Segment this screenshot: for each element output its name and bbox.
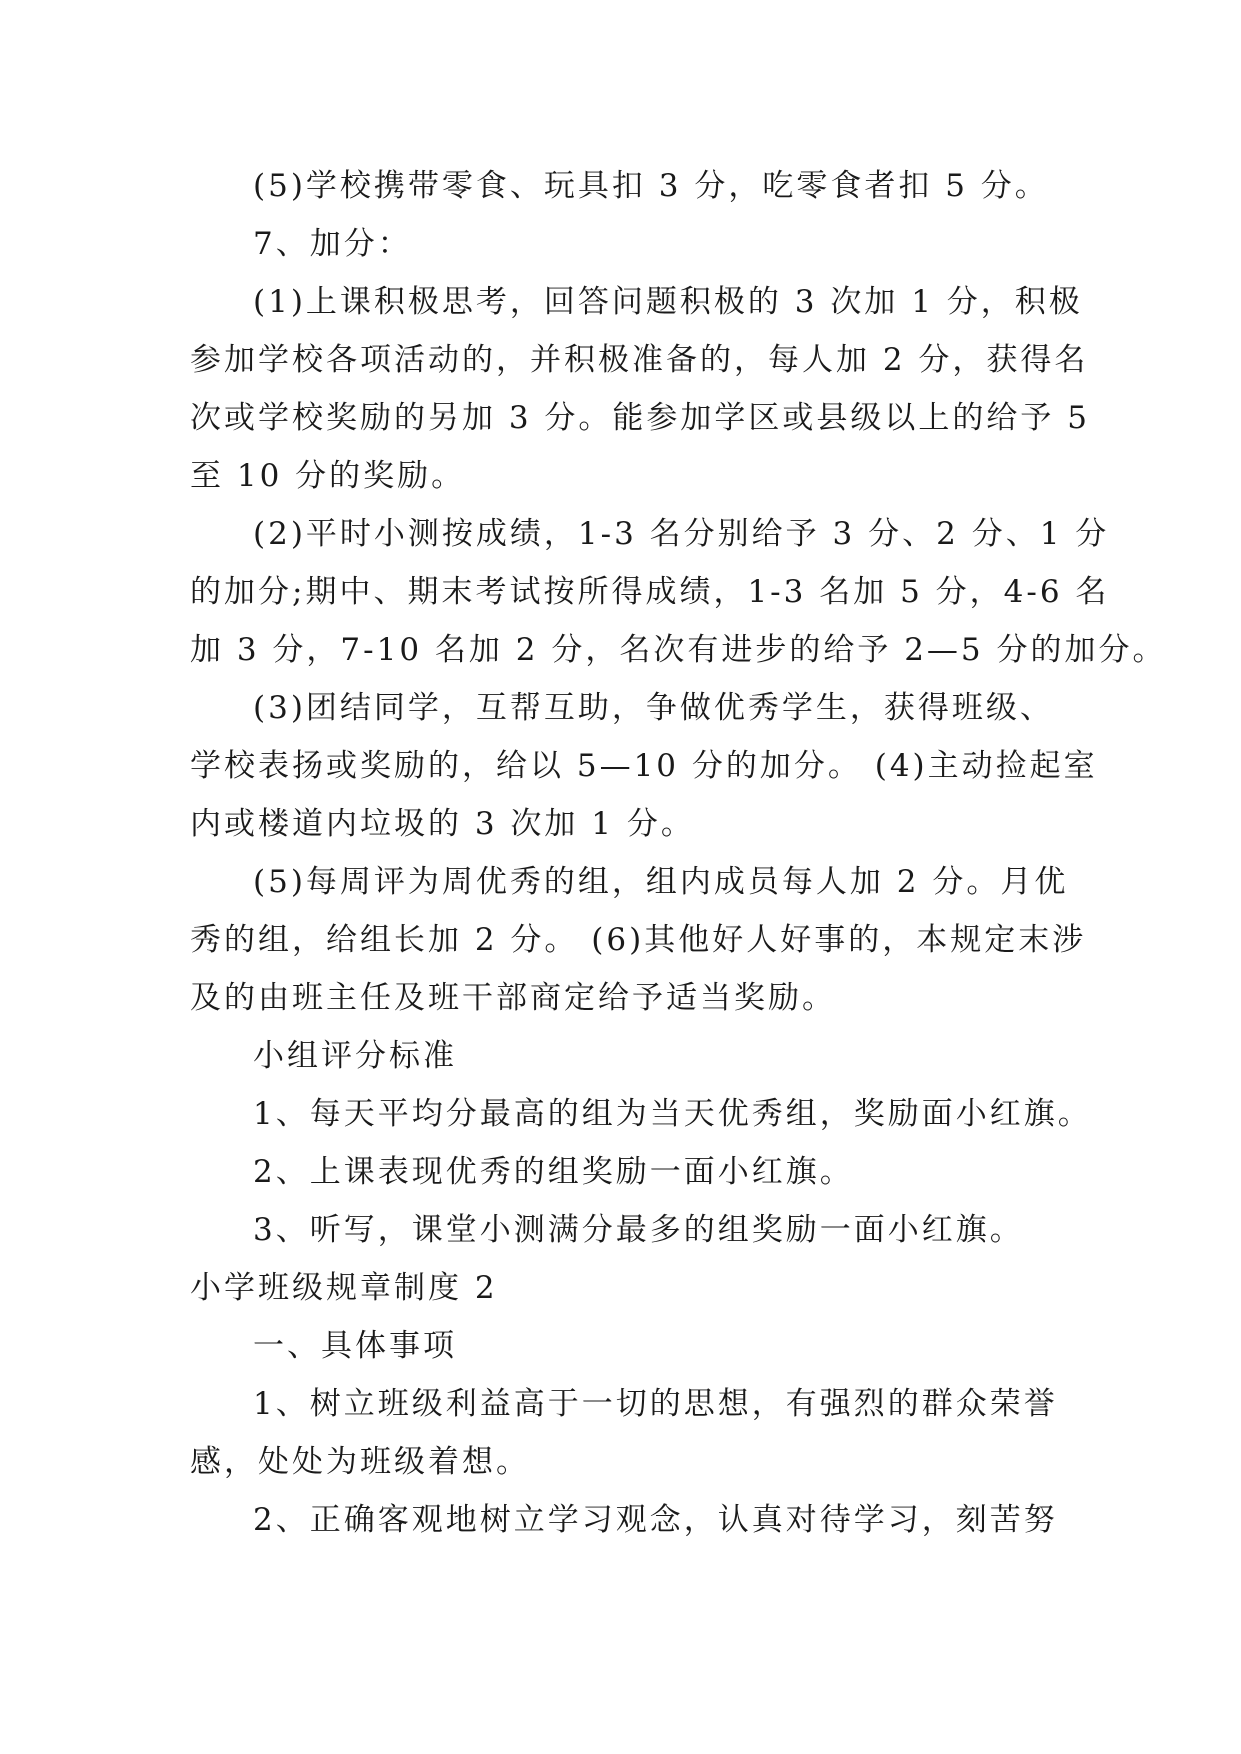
paragraph-line: 1、每天平均分最高的组为当天优秀组，奖励面小红旗。 <box>253 1096 1092 1132</box>
paragraph-line: 2、上课表现优秀的组奖励一面小红旗。 <box>253 1154 854 1190</box>
paragraph-line: 至 10 分的奖励。 <box>190 458 466 494</box>
paragraph-line: 参加学校各项活动的，并积极准备的，每人加 2 分，获得名 <box>190 342 1089 378</box>
section-heading: 一、具体事项 <box>253 1328 457 1364</box>
paragraph-line: 秀的组，给组长加 2 分。 (6)其他好人好事的，本规定末涉 <box>190 922 1087 958</box>
document-title: 小学班级规章制度 2 <box>190 1270 498 1306</box>
section-heading: 7、加分： <box>253 226 412 262</box>
paragraph-line: 2、正确客观地树立学习观念，认真对待学习，刻苦努 <box>253 1502 1058 1538</box>
paragraph-line: (3)团结同学，互帮互助，争做优秀学生，获得班级、 <box>253 690 1054 726</box>
section-heading: 小组评分标准 <box>253 1038 457 1074</box>
paragraph-line: 的加分;期中、期末考试按所得成绩，1-3 名加 5 分，4-6 名 <box>190 574 1110 610</box>
paragraph-line: 及的由班主任及班干部商定给予适当奖励。 <box>190 980 836 1016</box>
paragraph-line: 加 3 分，7-10 名加 2 分，名次有进步的给予 2—5 分的加分。 <box>190 632 1167 668</box>
paragraph-line: 感，处处为班级着想。 <box>190 1444 530 1480</box>
paragraph-line: 学校表扬或奖励的，给以 5—10 分的加分。 (4)主动捡起室 <box>190 748 1098 784</box>
paragraph-line: (2)平时小测按成绩，1-3 名分别给予 3 分、2 分、1 分 <box>253 516 1110 552</box>
paragraph-line: (5)学校携带零食、玩具扣 3 分，吃零食者扣 5 分。 <box>253 168 1049 204</box>
paragraph-line: (5)每周评为周优秀的组，组内成员每人加 2 分。月优 <box>253 864 1069 900</box>
paragraph-line: 1、树立班级利益高于一切的思想，有强烈的群众荣誉 <box>253 1386 1058 1422</box>
paragraph-line: 次或学校奖励的另加 3 分。能参加学区或县级以上的给予 5 <box>190 400 1091 436</box>
paragraph-line: (1)上课积极思考，回答问题积极的 3 次加 1 分，积极 <box>253 284 1083 320</box>
paragraph-line: 内或楼道内垃圾的 3 次加 1 分。 <box>190 806 695 842</box>
paragraph-line: 3、听写，课堂小测满分最多的组奖励一面小红旗。 <box>253 1212 1024 1248</box>
